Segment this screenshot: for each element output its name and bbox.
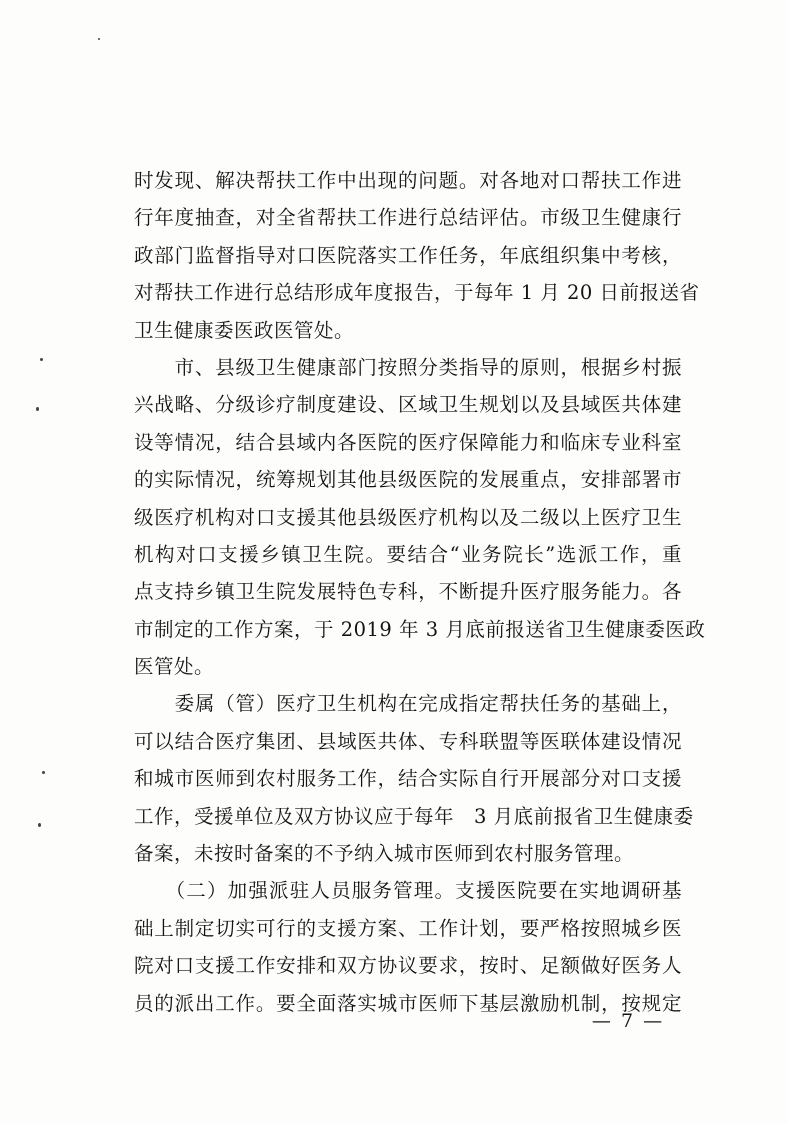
text-line: 行年度抽查，对全省帮扶工作进行总结评估。市级卫生健康行 <box>134 206 682 230</box>
text-line: 的实际情况，统筹规划其他县级医院的发展重点，安排部署市 <box>134 468 682 492</box>
text-line: 础上制定切实可行的支援方案、工作计划，要严格按照城乡医 <box>134 916 682 940</box>
text-line: 医管处。 <box>134 655 215 679</box>
text-line: 工作，受援单位及双方协议应于每年 3 月底前报省卫生健康委 <box>134 804 694 828</box>
text-line: 员的派出工作。要全面落实城市医师下基层激励机制，按规定 <box>134 991 682 1015</box>
scan-speck <box>38 823 41 827</box>
text-line: 兴战略、分级诊疗制度建设、区域卫生规划以及县域医共体建 <box>134 393 682 417</box>
text-line: 院对口支援工作安排和双方协议要求，按时、足额做好医务人 <box>134 954 682 978</box>
page-number: — 7 — <box>591 1010 665 1032</box>
text-line: 点支持乡镇卫生院发展特色专科，不断提升医疗服务能力。各 <box>134 580 682 604</box>
text-line: 机构对口支援乡镇卫生院。要结合“业务院长”选派工作，重 <box>134 542 682 566</box>
scan-speck <box>36 407 39 411</box>
text-line: 市、县级卫生健康部门按照分类指导的原则，根据乡村振 <box>134 355 682 379</box>
text-line: 对帮扶工作进行总结形成年度报告，于每年 1 月 20 日前报送省 <box>134 281 700 305</box>
body-text <box>134 162 706 1022</box>
scan-speck <box>40 358 43 361</box>
text-line: 备案，未按时备案的不予纳入城市医师到农村服务管理。 <box>134 842 635 866</box>
text-line: 可以结合医疗集团、县域医共体、专科联盟等医联体建设情况 <box>134 729 682 753</box>
text-line: 时发现、解决帮扶工作中出现的问题。对各地对口帮扶工作进 <box>134 169 682 192</box>
text-line: 卫生健康委医政医管处。 <box>134 318 355 342</box>
scan-speck <box>98 38 100 40</box>
text-line: 委属（管）医疗卫生机构在完成指定帮扶任务的基础上， <box>134 692 682 716</box>
text-line: 设等情况，结合县域内各医院的医疗保障能力和临床专业科室 <box>134 430 682 454</box>
text-line: 市制定的工作方案，于 2019 年 3 月底前报送省卫生健康委医政 <box>134 617 706 641</box>
text-line: 级医疗机构对口支援其他县级医疗机构以及二级以上医疗卫生 <box>134 505 682 529</box>
text-line: 政部门监督指导对口医院落实工作任务，年底组织集中考核， <box>134 243 682 267</box>
scan-speck <box>42 771 45 774</box>
text-line: 和城市医师到农村服务工作，结合实际自行开展部分对口支援 <box>134 767 682 791</box>
text-line: （二）加强派驻人员服务管理。支援医院要在实地调研基 <box>134 879 682 903</box>
